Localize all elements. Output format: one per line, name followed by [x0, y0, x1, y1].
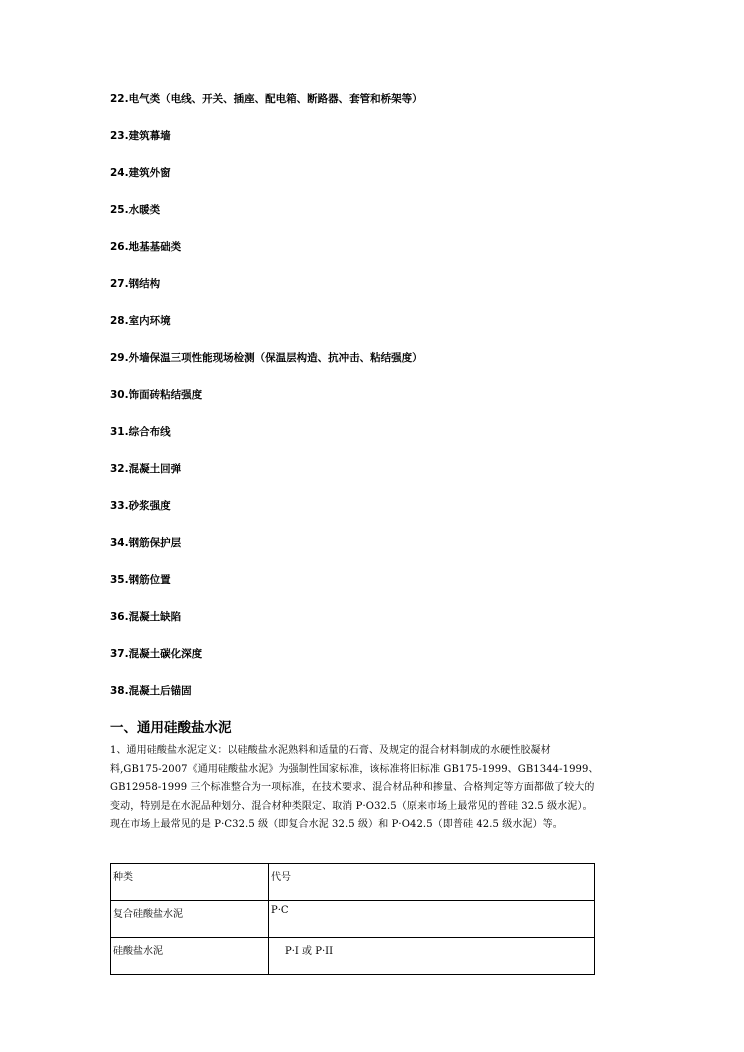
- list-item: 28.室内环境: [110, 315, 171, 327]
- list-item: 38.混凝土后锚固: [110, 685, 192, 697]
- list-item: 23.建筑幕墙: [110, 130, 171, 142]
- list-item: 22.电气类（电线、开关、插座、配电箱、断路器、套管和桥架等）: [110, 93, 423, 105]
- inspection-item-list: [110, 92, 630, 721]
- paragraph-line: GB12958-1999 三个标准整合为一项标准，在技术要求、混合材品种和掺量、合格判定等方面都做了较大的: [110, 782, 595, 794]
- list-item: 29.外墙保温三项性能现场检测（保温层构造、抗冲击、粘结强度）: [110, 352, 423, 364]
- table-row: [111, 901, 595, 938]
- list-item: 30.饰面砖粘结强度: [110, 389, 203, 401]
- cement-type-table: [110, 863, 595, 975]
- section-heading: 一、通用硅酸盐水泥: [110, 720, 232, 736]
- paragraph-line: 变动，特别是在水泥品种划分、混合材种类限定、取消 P·O32.5（原来市场上最常见的普硅 32.5 级水泥）。: [110, 800, 593, 812]
- list-item: 27.钢结构: [110, 278, 161, 290]
- paragraph-line: 1、通用硅酸盐水泥定义：以硅酸盐水泥熟料和适量的石膏、及规定的混合材料制成的水硬性胶凝材: [110, 745, 551, 756]
- table-header-row: [111, 864, 595, 901]
- list-item: 37.混凝土碳化深度: [110, 648, 203, 660]
- list-item: 31.综合布线: [110, 426, 171, 438]
- list-item: 26.地基基础类: [110, 241, 182, 253]
- table-row: [111, 938, 595, 975]
- list-item: 33.砂浆强度: [110, 500, 171, 512]
- list-item: 35.钢筋位置: [110, 574, 171, 586]
- paragraph-line: 现在市场上最常见的是 P·C32.5 级（即复合水泥 32.5 级）和 P·O42.5（即普硅 42.5 级水泥）等。: [110, 819, 563, 831]
- table-cell-text: P·I 或 P·II: [285, 946, 334, 957]
- table-cell: [269, 938, 595, 975]
- list-item: 34.钢筋保护层: [110, 537, 182, 549]
- table-header-cell: 代号: [269, 864, 595, 901]
- list-item: 36.混凝土缺陷: [110, 611, 182, 623]
- table-cell: 硅酸盐水泥: [111, 938, 269, 975]
- list-item: 25.水暖类: [110, 204, 161, 216]
- paragraph-line: 料,GB175-2007《通用硅酸盐水泥》为强制性国家标准，该标准将旧标准 GB175-1999、GB1344-1999、: [110, 763, 599, 775]
- list-item: 24.建筑外窗: [110, 167, 171, 179]
- table-header-cell: 种类: [111, 864, 269, 901]
- cement-definition-paragraph: [110, 742, 640, 835]
- table-cell: 复合硅酸盐水泥: [111, 901, 269, 938]
- table-cell: P·C: [269, 901, 595, 938]
- list-item: 32.混凝土回弹: [110, 463, 182, 475]
